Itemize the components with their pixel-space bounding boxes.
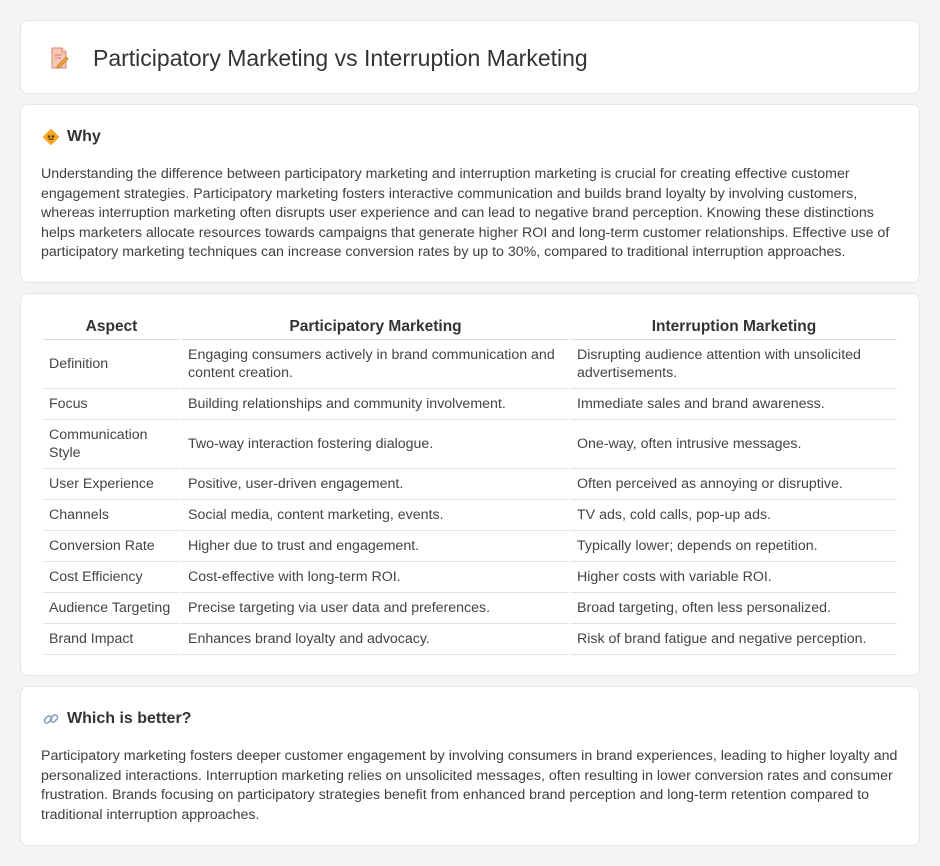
interruption-cell: Often perceived as annoying or disruptive. — [571, 469, 897, 500]
aspect-cell: Brand Impact — [43, 624, 180, 655]
table-row — [43, 500, 897, 531]
column-header-participatory: Participatory Marketing — [182, 315, 569, 340]
link-icon — [42, 710, 60, 728]
column-header-aspect: Aspect — [43, 315, 180, 340]
why-section — [20, 104, 920, 283]
interruption-cell: Risk of brand fatigue and negative perception. — [571, 624, 897, 655]
diamond-warning-icon — [42, 128, 60, 146]
table-header-row — [43, 315, 897, 340]
column-header-interruption: Interruption Marketing — [571, 315, 897, 340]
participatory-cell: Positive, user-driven engagement. — [182, 469, 569, 500]
aspect-cell: Channels — [43, 500, 180, 531]
document-edit-icon — [47, 46, 71, 70]
comparison-table — [41, 315, 899, 655]
table-row — [43, 593, 897, 624]
table-row — [43, 562, 897, 593]
table-row — [43, 389, 897, 420]
interruption-cell: Immediate sales and brand awareness. — [571, 389, 897, 420]
aspect-cell: Conversion Rate — [43, 531, 180, 562]
participatory-cell: Social media, content marketing, events. — [182, 500, 569, 531]
interruption-cell: One-way, often intrusive messages. — [571, 420, 897, 469]
table-row — [43, 531, 897, 562]
better-title: Which is better? — [67, 710, 192, 727]
aspect-cell: Audience Targeting — [43, 593, 180, 624]
aspect-cell: User Experience — [43, 469, 180, 500]
participatory-cell: Enhances brand loyalty and advocacy. — [182, 624, 569, 655]
aspect-cell: Cost Efficiency — [43, 562, 180, 593]
page-title: Participatory Marketing vs Interruption Marketing — [93, 45, 588, 71]
table-row — [43, 420, 897, 469]
participatory-cell: Cost-effective with long-term ROI. — [182, 562, 569, 593]
interruption-cell: Broad targeting, often less personalized. — [571, 593, 897, 624]
participatory-cell: Two-way interaction fostering dialogue. — [182, 420, 569, 469]
participatory-cell: Precise targeting via user data and preferences. — [182, 593, 569, 624]
which-is-better-section — [20, 686, 920, 846]
better-text: Participatory marketing fosters deeper customer engagement by involving consumers in brand experiences, leading to higher loyalty and personalized interactions. Interruption marketing relies on unsolicited messages, often resulting in lower conversion rates and consumer frustration. Brands focusing on participatory strategies benefit from enhanced brand perception and long-term retention compared to traditional interruption approaches. — [41, 748, 898, 823]
table-row — [43, 469, 897, 500]
interruption-cell: Disrupting audience attention with unsolicited advertisements. — [571, 340, 897, 389]
table-row — [43, 340, 897, 389]
interruption-cell: TV ads, cold calls, pop-up ads. — [571, 500, 897, 531]
participatory-cell: Higher due to trust and engagement. — [182, 531, 569, 562]
why-text: Understanding the difference between participatory marketing and interruption marketing is crucial for creating effective customer engagement strategies. Participatory marketing fosters interactive communication and builds brand loyalty by involving customers, whereas interruption marketing often disrupts user experience and can lead to negative brand perception. Knowing these distinctions helps marketers allocate resources towards campaigns that generate higher ROI and long-term customer relationships. Effective use of participatory marketing techniques can increase conversion rates by up to 30%, compared to traditional interruption approaches. — [41, 166, 890, 261]
header-card — [20, 20, 920, 94]
comparison-table-card — [20, 293, 920, 676]
interruption-cell: Typically lower; depends on repetition. — [571, 531, 897, 562]
participatory-cell: Building relationships and community involvement. — [182, 389, 569, 420]
table-row — [43, 624, 897, 655]
why-title: Why — [67, 128, 101, 145]
aspect-cell: Focus — [43, 389, 180, 420]
interruption-cell: Higher costs with variable ROI. — [571, 562, 897, 593]
aspect-cell: Definition — [43, 340, 180, 389]
participatory-cell: Engaging consumers actively in brand communication and content creation. — [182, 340, 569, 389]
aspect-cell: Communication Style — [43, 420, 180, 469]
